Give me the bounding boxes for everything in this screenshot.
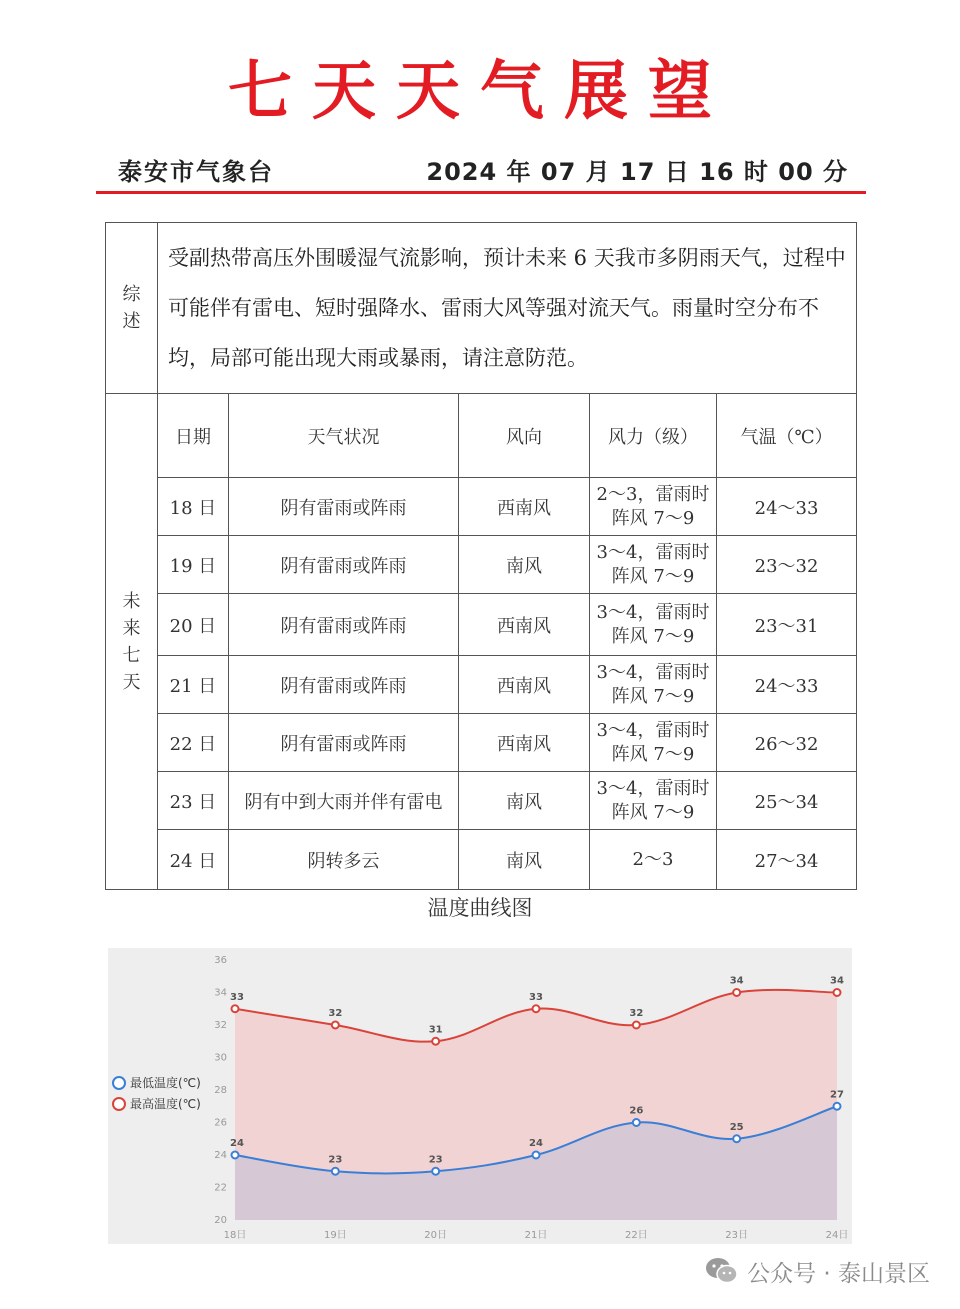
cell-wind-direction: 南风 (459, 772, 590, 830)
data-point (633, 1119, 640, 1126)
chart-title: 温度曲线图 (427, 896, 533, 920)
y-tick-label: 22 (214, 1182, 227, 1194)
data-point (332, 1022, 339, 1029)
cell-date: 21 日 (158, 656, 229, 714)
issuing-organization: 泰安市气象台 (118, 157, 274, 186)
x-tick-label: 23日 (725, 1230, 749, 1241)
legend-marker-low (113, 1077, 125, 1089)
cell-date: 24 日 (158, 830, 229, 890)
cell-wind-direction: 南风 (459, 830, 590, 890)
cell-date: 18 日 (158, 478, 229, 536)
data-label: 24 (529, 1138, 543, 1149)
table-row (106, 478, 857, 536)
wind-force-line-2: 阵风 7～9 (611, 507, 695, 529)
wind-force-line-2: 阵风 7～9 (611, 625, 695, 647)
data-point (232, 1005, 239, 1012)
y-tick-label: 34 (214, 987, 227, 999)
cell-wind-force (590, 594, 717, 656)
watermark (705, 1254, 930, 1288)
issue-datetime: 2024 年 07 月 17 日 16 时 00 分 (426, 158, 848, 186)
x-tick-label: 19日 (323, 1230, 347, 1241)
data-label: 33 (529, 991, 543, 1003)
cell-weather: 阴有雷雨或阵雨 (229, 594, 459, 656)
cell-wind-direction: 西南风 (459, 714, 590, 772)
x-tick-label: 22日 (624, 1230, 648, 1241)
temperature-chart (108, 948, 852, 1244)
data-label: 25 (729, 1121, 744, 1133)
data-point (733, 989, 740, 996)
column-header-wind-force: 风力（级） (590, 394, 717, 478)
wind-force-line-1: 3～4，雷雨时 (596, 541, 710, 563)
wind-force-line-2: 阵风 7～9 (611, 801, 695, 823)
y-tick-label: 20 (214, 1215, 227, 1226)
data-point (633, 1022, 640, 1029)
data-point (533, 1005, 540, 1012)
watermark-text: 公众号 · 泰山景区 (747, 1260, 930, 1287)
summary-label: 综述 (122, 284, 141, 332)
table-row (106, 536, 857, 594)
cell-wind-force (590, 830, 717, 890)
column-header-wind-direction: 风向 (459, 394, 590, 478)
data-label: 34 (729, 975, 744, 987)
legend-label-high: 最高温度(℃) (130, 1097, 201, 1111)
y-tick-label: 30 (214, 1052, 227, 1064)
data-label: 23 (428, 1154, 443, 1166)
cell-wind-force (590, 478, 717, 536)
cell-temperature: 26～32 (717, 714, 857, 772)
cell-date: 19 日 (158, 536, 229, 594)
wind-force-line-1: 3～4，雷雨时 (596, 777, 710, 799)
cell-weather: 阴有中到大雨并伴有雷电 (229, 772, 459, 830)
data-point (834, 1103, 841, 1110)
wechat-icon (705, 1256, 739, 1286)
forecast-label: 未来七天 (122, 590, 141, 693)
table-row (106, 772, 857, 830)
y-tick-label: 24 (214, 1150, 227, 1161)
cell-date: 20 日 (158, 594, 229, 656)
header-divider (96, 191, 866, 194)
table-row (106, 830, 857, 890)
column-header-date: 日期 (158, 394, 229, 478)
data-label: 34 (830, 975, 844, 987)
temperature-chart-svg (108, 948, 852, 1244)
data-point (232, 1152, 239, 1159)
data-point (733, 1135, 740, 1142)
y-tick-label: 26 (214, 1117, 227, 1129)
cell-temperature: 25～34 (717, 772, 857, 830)
data-point (533, 1152, 540, 1159)
cell-temperature: 23～32 (717, 536, 857, 594)
cell-weather: 阴有雷雨或阵雨 (229, 656, 459, 714)
cell-date: 23 日 (158, 772, 229, 830)
x-tick-label: 18日 (223, 1230, 247, 1241)
cell-weather: 阴有雷雨或阵雨 (229, 714, 459, 772)
x-tick-label: 20日 (424, 1230, 448, 1241)
data-point (332, 1168, 339, 1175)
y-tick-label: 28 (214, 1085, 227, 1096)
forecast-table (105, 222, 857, 890)
wind-force-line-1: 2～3，雷雨时 (596, 483, 710, 505)
table-header-row (106, 394, 857, 478)
column-header-temperature: 气温（℃） (717, 394, 857, 478)
column-header-weather: 天气状况 (229, 394, 459, 478)
cell-temperature: 23～31 (717, 594, 857, 656)
wind-force-line-2: 阵风 7～9 (611, 565, 695, 587)
cell-weather: 阴转多云 (229, 830, 459, 890)
y-tick-label: 36 (214, 955, 227, 966)
cell-weather: 阴有雷雨或阵雨 (229, 536, 459, 594)
data-label: 32 (629, 1008, 644, 1019)
wind-force-line-2: 阵风 7～9 (611, 743, 695, 765)
legend-marker-high (113, 1098, 125, 1110)
data-label: 23 (328, 1154, 343, 1166)
cell-temperature: 24～33 (717, 656, 857, 714)
cell-wind-direction: 西南风 (459, 594, 590, 656)
data-label: 27 (830, 1089, 844, 1101)
x-tick-label: 24日 (825, 1230, 849, 1241)
cell-wind-force (590, 772, 717, 830)
cell-wind-direction: 西南风 (459, 478, 590, 536)
summary-label-cell (106, 223, 158, 394)
data-label: 31 (428, 1024, 443, 1036)
wind-force-line-1: 3～4，雷雨时 (596, 661, 710, 683)
page-title: 七天天气展望 (228, 54, 732, 129)
summary-text: 受副热带高压外围暖湿气流影响，预计未来 6 天我市多阴雨天气，过程中可能伴有雷电、短时强降水、雷雨大风等强对流天气。雨量时空分布不均，局部可能出现大雨或暴雨，请注意防范。 (158, 223, 857, 394)
summary-row (106, 223, 857, 394)
cell-wind-direction: 南风 (459, 536, 590, 594)
cell-temperature: 27～34 (717, 830, 857, 890)
data-point (432, 1038, 439, 1045)
wind-force-line-2: 阵风 7～9 (611, 685, 695, 707)
cell-temperature: 24～33 (717, 478, 857, 536)
wind-force-line-1: 2～3 (632, 848, 674, 870)
cell-weather: 阴有雷雨或阵雨 (229, 478, 459, 536)
cell-wind-force (590, 536, 717, 594)
data-label: 32 (328, 1008, 343, 1019)
data-label: 24 (230, 1138, 244, 1149)
wind-force-line-1: 3～4，雷雨时 (596, 601, 710, 623)
cell-wind-direction: 西南风 (459, 656, 590, 714)
data-point (834, 989, 841, 996)
table-row (106, 594, 857, 656)
legend-label-low: 最低温度(℃) (130, 1076, 201, 1090)
forecast-label-cell (106, 394, 158, 890)
table-row (106, 656, 857, 714)
data-point (432, 1168, 439, 1175)
data-label: 33 (230, 991, 244, 1003)
wind-force-line-1: 3～4，雷雨时 (596, 719, 710, 741)
cell-date: 22 日 (158, 714, 229, 772)
cell-wind-force (590, 656, 717, 714)
y-tick-label: 32 (214, 1020, 227, 1031)
data-label: 26 (629, 1105, 644, 1117)
x-tick-label: 21日 (524, 1230, 548, 1241)
cell-wind-force (590, 714, 717, 772)
table-row (106, 714, 857, 772)
